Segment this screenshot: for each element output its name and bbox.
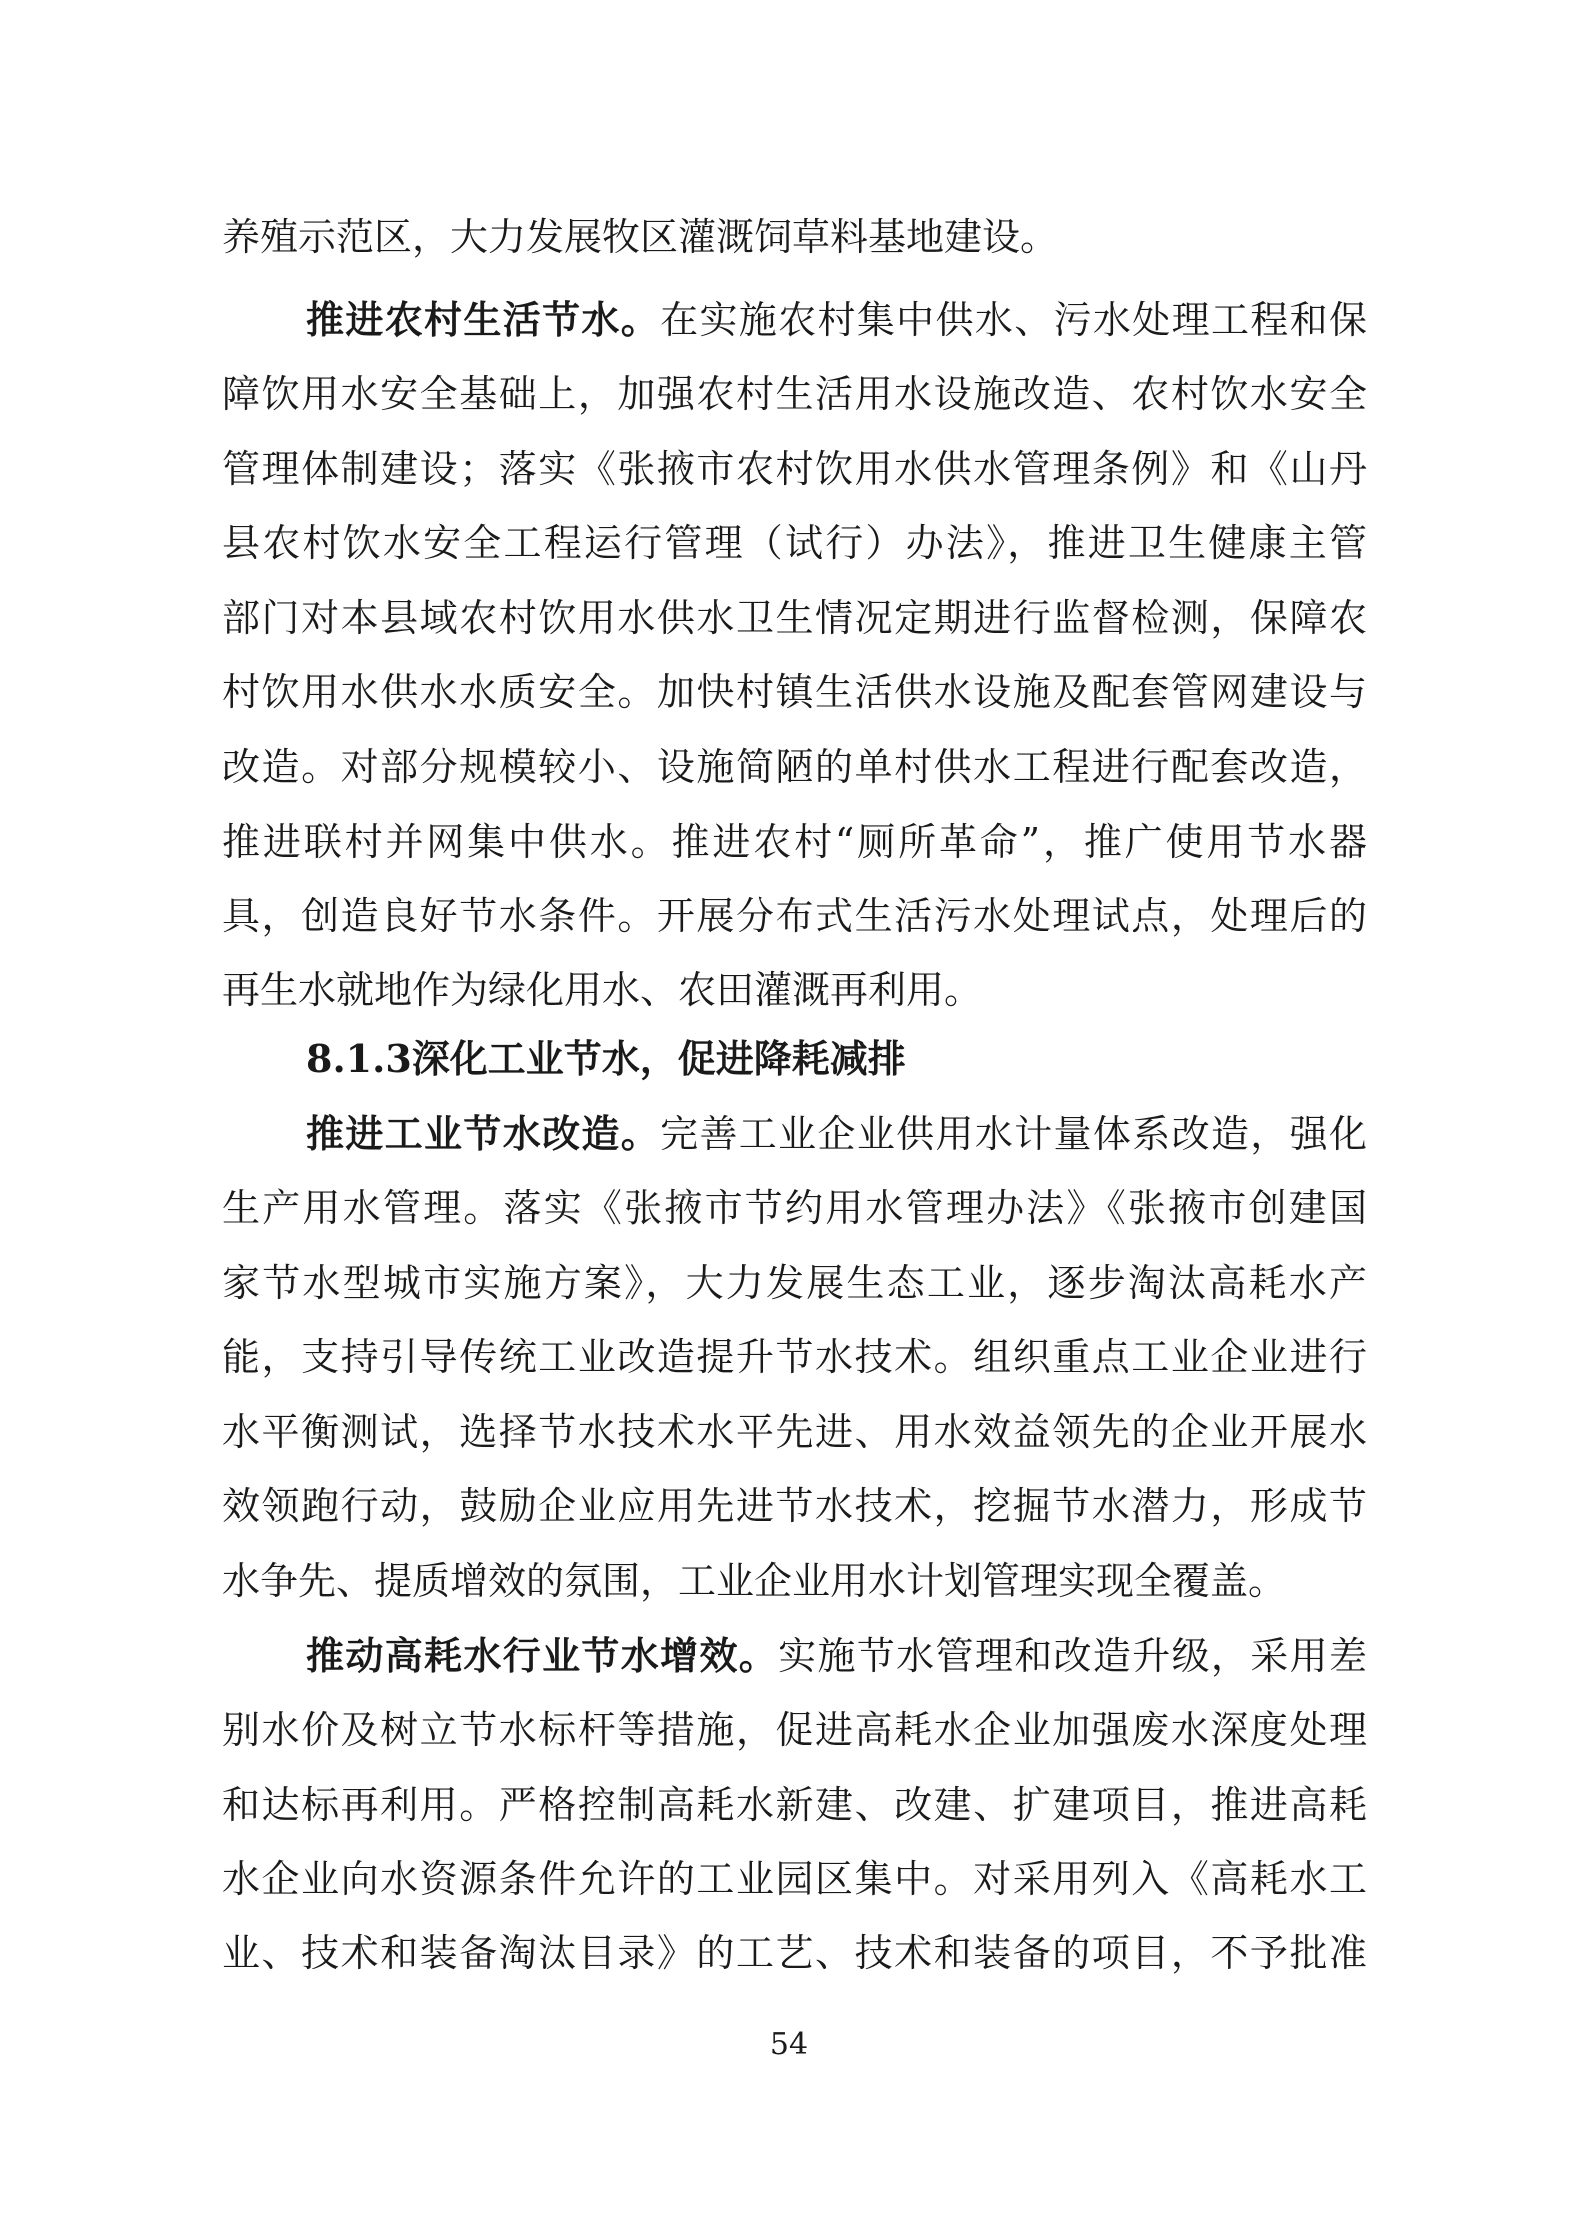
paragraph-lead: 推动高耗水行业节水增效。 [306, 1633, 779, 1678]
text-line: 部门对本县域农村饮用水供水卫生情况定期进行监督检测，保障农 [222, 596, 1367, 640]
text-line: 水争先、提质增效的氛围，工业企业用水计划管理实现全覆盖。 [222, 1559, 1287, 1603]
text-line: 别水价及树立节水标杆等措施，促进高耗水企业加强废水深度处理 [222, 1708, 1367, 1752]
text-line: 和达标再利用。严格控制高耗水新建、改建、扩建项目，推进高耗 [222, 1783, 1367, 1827]
text-line: 业、技术和装备淘汰目录》的工艺、技术和装备的项目，不予批准 [222, 1931, 1367, 1975]
paragraph-lead: 推进工业节水改造。 [306, 1111, 661, 1156]
text-line: 水企业向水资源条件允许的工业园区集中。对采用列入《高耗水工 [222, 1857, 1367, 1901]
text-line: 管理体制建设；落实《张掖市农村饮用水供水管理条例》和《山丹 [222, 447, 1367, 491]
text-line: 村饮用水供水水质安全。加快村镇生活供水设施及配套管网建设与 [222, 670, 1367, 714]
text-line: 改造。对部分规模较小、设施简陋的单村供水工程进行配套改造， [222, 745, 1367, 789]
text-line: 养殖示范区，大力发展牧区灌溉饲草料基地建设。 [222, 215, 1059, 259]
page-number: 54 [769, 2027, 809, 2062]
text-line: 效领跑行动，鼓励企业应用先进节水技术，挖掘节水潜力，形成节 [222, 1484, 1367, 1528]
text-line: 生产用水管理。落实《张掖市节约用水管理办法》《张掖市创建国 [222, 1186, 1367, 1230]
section-heading: 8.1.3深化工业节水，促进降耗减排 [306, 1036, 906, 1081]
paragraph-lead: 推进农村生活节水。 [306, 297, 661, 342]
text-line: 再生水就地作为绿化用水、农田灌溉再利用。 [222, 968, 983, 1012]
text-line: 能，支持引导传统工业改造提升节水技术。组织重点工业企业进行 [222, 1335, 1367, 1379]
text-line: 推进联村并网集中供水。推进农村“厕所革命”，推广使用节水器 [222, 820, 1367, 864]
paragraph-first-line: 推进农村生活节水。在实施农村集中供水、污水处理工程和保 [306, 297, 1367, 342]
paragraph-first-line: 推进工业节水改造。完善工业企业供用水计量体系改造，强化 [306, 1111, 1367, 1156]
paragraph-first-line: 推动高耗水行业节水增效。实施节水管理和改造升级，采用差 [306, 1633, 1367, 1678]
text-line: 水平衡测试，选择节水技术水平先进、用水效益领先的企业开展水 [222, 1410, 1367, 1454]
text-line: 障饮用水安全基础上，加强农村生活用水设施改造、农村饮水安全 [222, 372, 1367, 416]
text-line: 具，创造良好节水条件。开展分布式生活污水处理试点，处理后的 [222, 894, 1367, 938]
text-line: 家节水型城市实施方案》，大力发展生态工业，逐步淘汰高耗水产 [222, 1261, 1367, 1305]
text-line: 县农村饮水安全工程运行管理（试行）办法》，推进卫生健康主管 [222, 521, 1367, 565]
